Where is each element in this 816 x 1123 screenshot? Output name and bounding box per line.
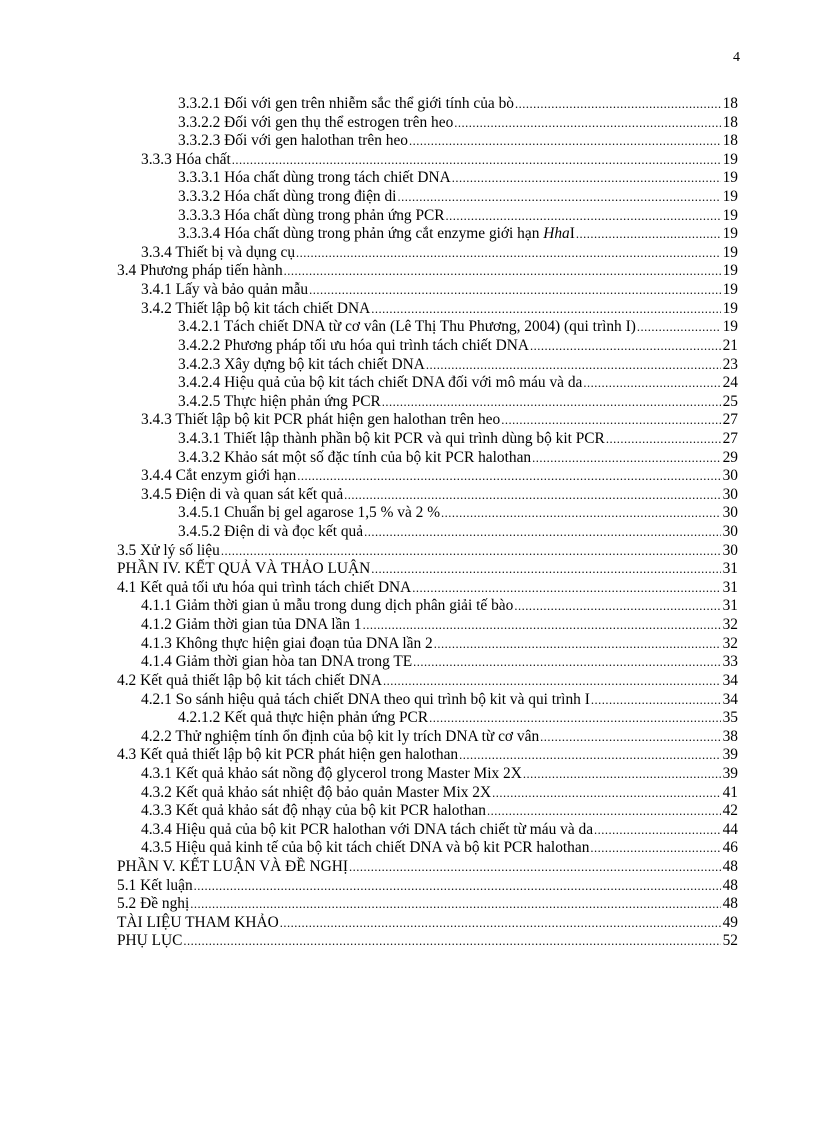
toc-entry[interactable] <box>117 523 738 542</box>
toc-entry-page: 42 <box>722 802 738 820</box>
toc-entry-title: 4.2.1 So sánh hiệu quả tách chiết DNA theo qui trình bộ kit và qui trình I <box>141 690 590 708</box>
toc-entry-title: 4.1 Kết quả tối ưu hóa qui trình tách chiết DNA <box>117 578 412 596</box>
toc-entry-page: 39 <box>722 764 738 782</box>
toc-entry-page: 48 <box>722 857 738 875</box>
toc-entry-page: 19 <box>722 169 738 187</box>
toc-entry[interactable] <box>117 486 738 505</box>
dot-leader <box>397 188 721 207</box>
toc-entry-title: 4.3.2 Kết quả khảo sát nhiệt độ bảo quản Master Mix 2X <box>141 783 492 801</box>
toc-entry-page: 19 <box>722 225 738 243</box>
toc-entry-title: 3.4.5 Điện di và quan sát kết quả <box>141 485 344 503</box>
toc-entry[interactable] <box>117 114 738 133</box>
toc-entry-title: 3.4.4 Cắt enzym giới hạn <box>141 467 297 485</box>
toc-entry-title: 3.3.2.1 Đối với gen trên nhiễm sắc thể giới tính của bò <box>178 95 514 112</box>
dot-leader <box>501 411 721 430</box>
toc-entry-title: 3.3.3.2 Hóa chất dùng trong điện di <box>178 188 397 206</box>
toc-entry[interactable] <box>117 95 738 114</box>
toc-entry-title: 3.3.3 Hóa chất <box>141 150 231 168</box>
toc-entry[interactable] <box>117 895 738 914</box>
dot-leader <box>446 207 721 226</box>
toc-entry-title: 3.4.3.2 Khảo sát một số đặc tính của bộ kit PCR halothan <box>178 448 532 466</box>
toc-entry-page: 30 <box>722 485 738 503</box>
toc-entry-page: 44 <box>722 820 738 838</box>
dot-leader <box>514 597 721 616</box>
dot-leader <box>459 746 721 765</box>
toc-entry[interactable] <box>117 802 738 821</box>
toc-entry[interactable] <box>117 579 738 598</box>
toc-entry-title: 4.2.1.2 Kết quả thực hiện phản ứng PCR <box>178 709 429 727</box>
toc-entry-title: 3.3.3.4 Hóa chất dùng trong phản ứng cắt enzyme giới hạn HhaI <box>178 225 575 243</box>
dot-leader <box>576 225 721 244</box>
dot-leader <box>487 802 721 821</box>
toc-entry[interactable] <box>117 932 738 951</box>
dot-leader <box>523 765 721 784</box>
toc-entry-page: 30 <box>722 523 738 541</box>
toc-entry-page: 18 <box>722 95 738 112</box>
toc-entry-title: 3.4.3 Thiết lập bộ kit PCR phát hiện gen halothan trên heo <box>141 411 501 429</box>
dot-leader <box>221 542 721 561</box>
toc-entry-page: 32 <box>722 634 738 652</box>
toc-entry-page: 29 <box>722 448 738 466</box>
toc-entry-page: 31 <box>722 560 738 578</box>
toc-entry-page: 19 <box>722 188 738 206</box>
toc-entry-page: 19 <box>722 262 738 280</box>
dot-leader <box>183 932 721 951</box>
dot-leader <box>344 486 721 505</box>
toc-entry[interactable] <box>117 542 738 561</box>
toc-entry[interactable] <box>117 746 738 765</box>
toc-entry-page: 30 <box>722 504 738 522</box>
toc-entry-page: 39 <box>722 746 738 764</box>
toc-entry-title: 3.3.2.2 Đối với gen thụ thể estrogen trên heo <box>178 113 454 131</box>
dot-leader <box>280 914 721 933</box>
dot-leader <box>412 579 721 598</box>
toc-entry-title: 4.3 Kết quả thiết lập bộ kit PCR phát hiện gen halothan <box>117 746 459 764</box>
toc-entry-page: 34 <box>722 671 738 689</box>
dot-leader <box>540 728 721 747</box>
toc-entry-title: 4.3.3 Kết quả khảo sát độ nhạy của bộ kit PCR halothan <box>141 802 486 820</box>
table-of-contents <box>117 95 738 951</box>
dot-leader <box>232 151 721 170</box>
toc-entry-title: 3.4.2.1 Tách chiết DNA từ cơ vân (Lê Thị Thu Phương, 2004) (qui trình I) <box>178 318 636 336</box>
toc-entry-page: 41 <box>722 783 738 801</box>
toc-entry-title: 5.1 Kết luận <box>117 876 193 894</box>
toc-entry[interactable] <box>117 169 738 188</box>
toc-entry[interactable] <box>117 356 738 375</box>
toc-entry-title: 3.4 Phương pháp tiến hành <box>117 262 283 280</box>
toc-entry[interactable] <box>117 560 738 579</box>
toc-entry-page: 31 <box>722 597 738 615</box>
toc-entry-title: 4.2.2 Thử nghiệm tính ổn định của bộ kit ly trích DNA từ cơ vân <box>141 727 540 745</box>
toc-entry-page: 25 <box>722 392 738 410</box>
toc-entry-title: 5.2 Đề nghị <box>117 895 190 913</box>
toc-entry[interactable] <box>117 504 738 523</box>
toc-entry-page: 23 <box>722 355 738 373</box>
toc-entry[interactable] <box>117 635 738 654</box>
dot-leader <box>371 300 721 319</box>
dot-leader <box>637 318 721 337</box>
toc-entry-title: 3.4.3.1 Thiết lập thành phần bộ kit PCR và qui trình dùng bộ kit PCR <box>178 429 605 447</box>
toc-entry-page: 33 <box>722 653 738 671</box>
dot-leader <box>297 467 721 486</box>
toc-entry-title: 3.3.4 Thiết bị và dụng cụ <box>141 243 296 261</box>
toc-entry-title: 3.5 Xử lý số liệu <box>117 541 220 559</box>
toc-entry-page: 30 <box>722 467 738 485</box>
dot-leader <box>591 691 721 710</box>
toc-entry-title: 3.4.5.2 Điện di và đọc kết quả <box>178 523 364 541</box>
toc-entry-title: 3.3.3.1 Hóa chất dùng trong tách chiết DNA <box>178 169 451 187</box>
toc-entry-page: 48 <box>722 895 738 913</box>
toc-entry-title: 3.4.5.1 Chuẩn bị gel agarose 1,5 % và 2 % <box>178 504 441 522</box>
toc-entry[interactable] <box>117 449 738 468</box>
dot-leader <box>515 95 721 114</box>
dot-leader <box>413 653 721 672</box>
toc-entry[interactable] <box>117 411 738 430</box>
dot-leader <box>429 709 721 728</box>
toc-entry-page: 52 <box>722 932 738 950</box>
page-number: 4 <box>733 50 740 65</box>
dot-leader <box>590 839 721 858</box>
toc-entry[interactable] <box>117 821 738 840</box>
toc-entry[interactable] <box>117 672 738 691</box>
dot-leader <box>426 356 721 375</box>
toc-entry-page: 27 <box>722 429 738 447</box>
toc-entry-page: 19 <box>722 243 738 261</box>
toc-entry[interactable] <box>117 244 738 263</box>
toc-entry[interactable] <box>117 616 738 635</box>
dot-leader <box>409 132 721 151</box>
toc-entry-page: 31 <box>722 578 738 596</box>
toc-entry-title: 3.4.2.2 Phương pháp tối ưu hóa qui trình tách chiết DNA <box>178 336 529 354</box>
toc-entry-title: PHẦN IV. KẾT QUẢ VÀ THẢO LUẬN <box>117 560 371 578</box>
dot-leader <box>583 374 721 393</box>
toc-entry-page: 24 <box>722 374 738 392</box>
toc-entry-page: 19 <box>722 150 738 168</box>
toc-entry-page: 21 <box>722 336 738 354</box>
toc-entry[interactable] <box>117 337 738 356</box>
toc-entry[interactable] <box>117 207 738 226</box>
toc-entry[interactable] <box>117 877 738 896</box>
dot-leader <box>296 244 721 263</box>
dot-leader <box>492 784 721 803</box>
toc-entry[interactable] <box>117 300 738 319</box>
dot-leader <box>371 560 721 579</box>
toc-entry[interactable] <box>117 225 738 244</box>
toc-entry[interactable] <box>117 728 738 747</box>
toc-entry-title: 4.3.1 Kết quả khảo sát nồng độ glycerol trong Master Mix 2X <box>141 764 522 782</box>
dot-leader <box>441 504 721 523</box>
toc-entry-page: 18 <box>722 113 738 131</box>
toc-entry[interactable] <box>117 784 738 803</box>
toc-entry-title: 3.4.2.5 Thực hiện phản ứng PCR <box>178 392 381 410</box>
toc-entry-title: 4.1.2 Giảm thời gian tủa DNA lần 1 <box>141 616 362 634</box>
dot-leader <box>532 449 721 468</box>
dot-leader <box>606 430 721 449</box>
toc-entry-title: 3.3.3.3 Hóa chất dùng trong phản ứng PCR <box>178 206 445 224</box>
toc-entry[interactable] <box>117 467 738 486</box>
toc-entry[interactable] <box>117 188 738 207</box>
toc-entry-page: 27 <box>722 411 738 429</box>
dot-leader <box>309 281 721 300</box>
toc-entry[interactable] <box>117 430 738 449</box>
toc-entry-page: 49 <box>722 913 738 931</box>
toc-entry[interactable] <box>117 765 738 784</box>
toc-entry-page: 19 <box>722 206 738 224</box>
toc-entry[interactable] <box>117 281 738 300</box>
toc-entry-page: 19 <box>722 318 738 336</box>
dot-leader <box>284 262 721 281</box>
toc-entry[interactable] <box>117 691 738 710</box>
toc-entry-title: TÀI LIỆU THAM KHẢO <box>117 913 279 931</box>
dot-leader <box>190 895 721 914</box>
toc-entry-title: 3.4.2.4 Hiệu quả của bộ kit tách chiết DNA đối với mô máu và da <box>178 374 583 392</box>
dot-leader <box>530 337 721 356</box>
toc-entry[interactable] <box>117 318 738 337</box>
toc-entry-page: 48 <box>722 876 738 894</box>
toc-entry-page: 46 <box>722 839 738 857</box>
toc-entry[interactable] <box>117 914 738 933</box>
dot-leader <box>363 616 721 635</box>
toc-entry-title: 4.1.3 Không thực hiện giai đoạn tủa DNA lần 2 <box>141 634 433 652</box>
toc-entry-title: 3.4.2.3 Xây dựng bộ kit tách chiết DNA <box>178 355 425 373</box>
dot-leader <box>383 672 721 691</box>
dot-leader <box>454 114 721 133</box>
toc-entry-page: 34 <box>722 690 738 708</box>
toc-entry[interactable] <box>117 151 738 170</box>
toc-entry[interactable] <box>117 393 738 412</box>
dot-leader <box>594 821 721 840</box>
dot-leader <box>194 877 721 896</box>
dot-leader <box>364 523 721 542</box>
toc-entry[interactable] <box>117 597 738 616</box>
toc-entry-page: 18 <box>722 132 738 150</box>
toc-entry-title: 4.3.4 Hiệu quả của bộ kit PCR halothan với DNA tách chiết từ máu và da <box>141 820 594 838</box>
toc-entry-title: PHẦN V. KẾT LUẬN VÀ ĐỀ NGHỊ <box>117 857 349 875</box>
toc-entry-title: 3.4.1 Lấy và bảo quản mẫu <box>141 281 309 299</box>
dot-leader <box>382 393 721 412</box>
toc-entry-page: 30 <box>722 541 738 559</box>
toc-entry-page: 38 <box>722 727 738 745</box>
toc-entry-title: 3.3.2.3 Đối với gen halothan trên heo <box>178 132 408 150</box>
toc-entry-page: 32 <box>722 616 738 634</box>
toc-entry[interactable] <box>117 132 738 151</box>
toc-entry[interactable] <box>117 374 738 393</box>
toc-entry[interactable] <box>117 858 738 877</box>
dot-leader <box>452 169 721 188</box>
toc-entry[interactable] <box>117 653 738 672</box>
toc-entry-title: 4.1.1 Giảm thời gian ủ mẫu trong dung dịch phân giải tế bào <box>141 597 514 615</box>
toc-entry[interactable] <box>117 262 738 281</box>
toc-entry-title: 3.4.2 Thiết lập bộ kit tách chiết DNA <box>141 299 371 317</box>
toc-entry[interactable] <box>117 709 738 728</box>
dot-leader <box>349 858 721 877</box>
dot-leader <box>434 635 721 654</box>
toc-entry[interactable] <box>117 839 738 858</box>
toc-entry-title: 4.2 Kết quả thiết lập bộ kit tách chiết DNA <box>117 671 382 689</box>
toc-entry-page: 19 <box>722 281 738 299</box>
toc-entry-page: 35 <box>722 709 738 727</box>
toc-entry-title: PHỤ LỤC <box>117 932 183 950</box>
toc-entry-title: 4.1.4 Giảm thời gian hòa tan DNA trong TE <box>141 653 413 671</box>
toc-entry-page: 19 <box>722 299 738 317</box>
toc-entry-title: 4.3.5 Hiệu quả kinh tế của bộ kit tách chiết DNA và bộ kit PCR halothan <box>141 839 590 857</box>
